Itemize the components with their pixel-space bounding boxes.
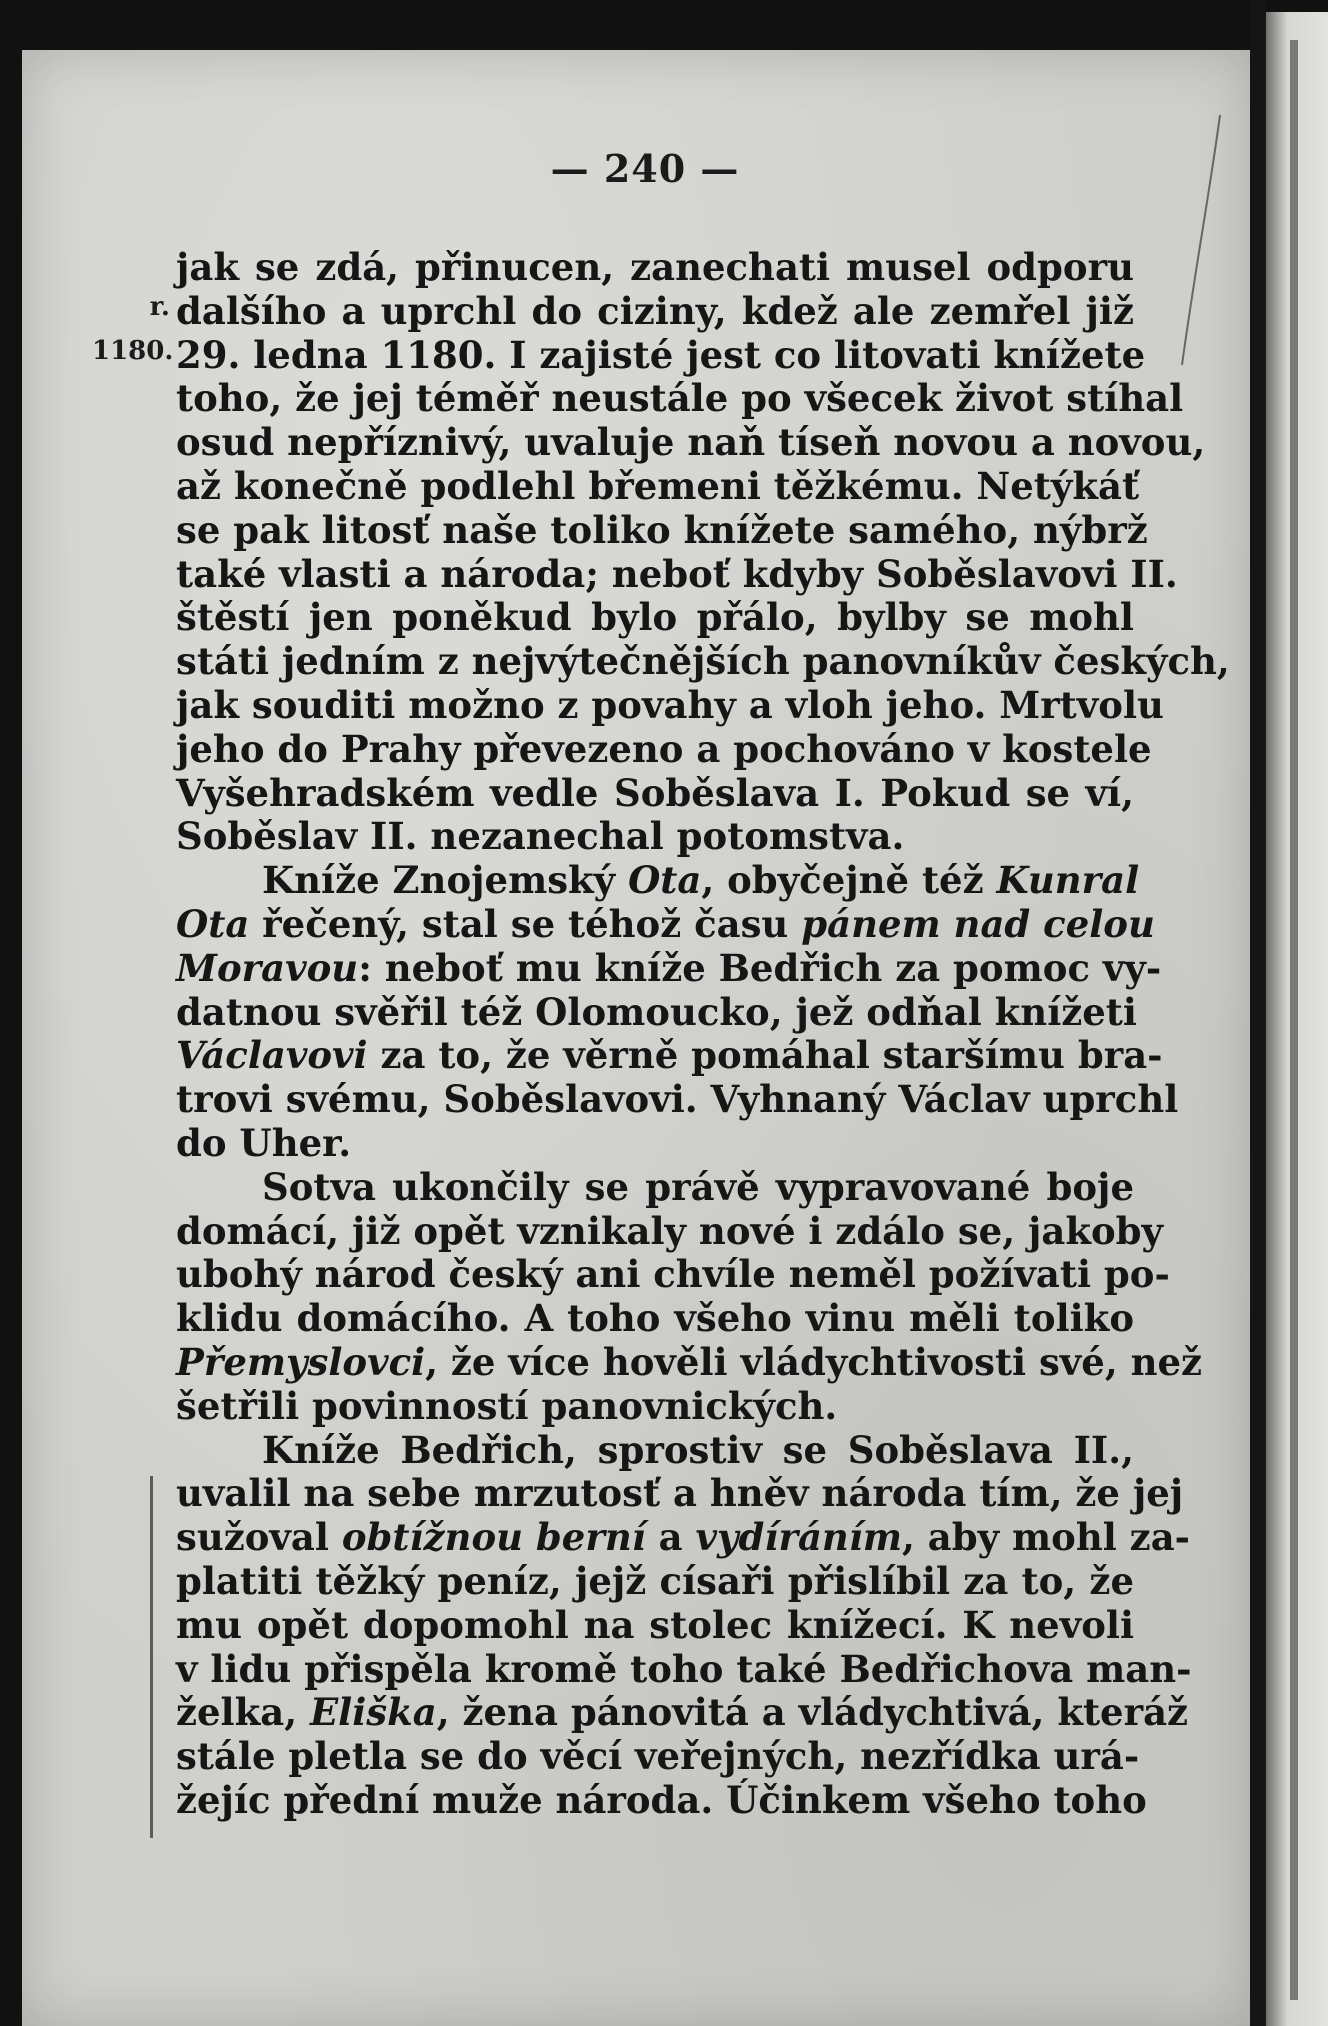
text-span: řečený, stal se téhož času	[249, 901, 802, 946]
text-line: domácí, již opět vznikaly nové i zdálo se, jakoby	[176, 1208, 1164, 1253]
scan-border-top	[0, 0, 1328, 56]
text-line: 29. ledna 1180. I zajisté jest co litovati knížete	[176, 332, 1146, 377]
text-line	[176, 1515, 1191, 1560]
text-line: Soběslav II. nezanechal potomstva.	[176, 814, 905, 859]
text-span: , že více hověli vládychtivosti své, než	[425, 1339, 1203, 1384]
italic-phrase: Přemyslovci	[176, 1339, 426, 1384]
margin-note-r: r.	[149, 292, 170, 322]
text-line: trovi svému, Soběslavovi. Vyhnaný Václav uprchl	[176, 1077, 1179, 1122]
text-line: také vlasti a národa; neboť kdyby Soběslavovi II.	[176, 551, 1178, 596]
text-span: sužoval	[176, 1515, 342, 1560]
text-span: , obyčejně též	[701, 858, 997, 903]
text-line: Sotva ukončily se právě vypravované boje	[262, 1164, 1134, 1209]
text-line	[176, 1033, 1163, 1078]
text-line: klidu domácího. A toho všeho vinu měli toliko	[176, 1296, 1134, 1341]
text-line: mu opět dopomohl na stolec knížecí. K nevoli	[176, 1602, 1134, 1647]
italic-phrase: pánem nad celou	[801, 901, 1155, 946]
text-line: dalšího a uprchl do ciziny, kdež ale zemřel již	[176, 288, 1134, 333]
text-line: stále pletla se do věcí veřejných, nezřídka urá-	[176, 1734, 1140, 1779]
italic-phrase: vydíráním	[695, 1515, 903, 1560]
italic-phrase: Ota	[628, 858, 702, 903]
italic-phrase: Václavovi	[176, 1033, 368, 1078]
body-text	[176, 245, 1230, 1823]
text-line: uvalil na sebe mrzutosť a hněv národa tím, že jej	[176, 1471, 1184, 1516]
italic-phrase: Ota	[176, 901, 250, 946]
margin-note-year: 1180.	[92, 336, 174, 366]
text-line: žejíc přední muže národa. Účinkem všeho toho	[176, 1777, 1147, 1822]
text-span: , žena pánovitá a vládychtivá, kteráž	[436, 1690, 1189, 1735]
text-line: toho, že jej téměř neustále po všecek život stíhal	[176, 376, 1184, 421]
text-line: jak se zdá, přinucen, zanechati musel odporu	[176, 245, 1134, 289]
margin-pencil-line	[150, 1476, 153, 1838]
italic-phrase: Moravou	[176, 945, 359, 990]
text-span: želka,	[176, 1690, 310, 1735]
page-number: — 240 —	[550, 146, 740, 191]
text-span: a	[645, 1515, 696, 1560]
text-line: jeho do Prahy převezeno a pochováno v kostele	[176, 726, 1152, 771]
text-line: Vyšehradském vedle Soběslava I. Pokud se ví,	[176, 770, 1134, 815]
text-line: štěstí jen poněkud bylo přálo, bylby se mohl	[176, 595, 1134, 640]
text-line: se pak litosť naše toliko knížete samého, nýbrž	[176, 507, 1148, 552]
italic-phrase: obtížnou berní	[341, 1515, 646, 1560]
text-span: Kníže Znojemský	[262, 858, 629, 903]
text-line	[176, 945, 1162, 991]
text-line: Kníže Bedřich, sprostiv se Soběslava II.,	[262, 1427, 1134, 1472]
text-line: platiti těžký peníz, jejž císaři přislíbil za to, že	[176, 1558, 1134, 1603]
text-line: šetřili povinností panovnických.	[176, 1383, 838, 1428]
text-line	[176, 901, 1155, 947]
scan-border-left	[0, 0, 24, 2026]
text-span: , aby mohl za-	[902, 1515, 1191, 1560]
text-line: osud nepříznivý, uvaluje naň tíseň novou a novou,	[176, 420, 1206, 465]
italic-phrase: Eliška	[309, 1690, 437, 1735]
text-line: do Uher.	[176, 1120, 352, 1165]
italic-phrase: Kunral	[996, 858, 1140, 903]
text-line	[176, 1690, 1189, 1735]
text-line: v lidu přispěla kromě toho také Bedřichova man-	[176, 1646, 1192, 1691]
adjacent-page-shadow	[1290, 40, 1298, 2000]
text-span: za to, že věrně pomáhal staršímu bra-	[367, 1033, 1163, 1078]
text-line: jak souditi možno z povahy a vloh jeho. Mrtvolu	[176, 682, 1164, 727]
text-line: datnou svěřil též Olomoucko, jež odňal knížeti	[176, 989, 1137, 1034]
text-line: až konečně podlehl břemeni těžkému. Netýkáť	[176, 463, 1140, 508]
text-line	[176, 858, 1140, 903]
text-line: státi jedním z nejvýtečnějších panovníkův českých,	[176, 639, 1230, 684]
text-line: ubohý národ český ani chvíle neměl požívati po-	[176, 1252, 1170, 1297]
text-span: : neboť mu kníže Bedřich za pomoc vy-	[358, 945, 1162, 990]
book-gutter	[1250, 0, 1266, 2026]
text-line	[176, 1339, 1203, 1385]
